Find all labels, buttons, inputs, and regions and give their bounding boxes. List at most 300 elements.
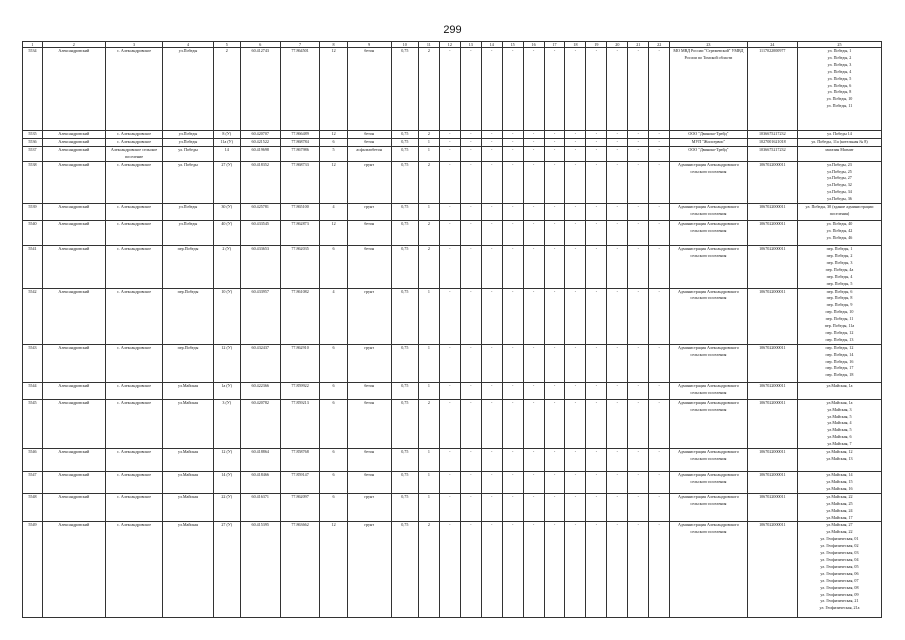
table-cell: 12 xyxy=(320,522,347,618)
table-cell: - xyxy=(460,204,481,221)
table-cell: 77.868733 xyxy=(280,161,320,203)
table-cell: 0,75 xyxy=(391,161,418,203)
table-cell: - xyxy=(586,472,607,494)
table-cell: 6 xyxy=(320,344,347,382)
table-cell: ул.Майская xyxy=(163,493,213,522)
table-cell: 77.865100 xyxy=(280,204,320,221)
column-number: 23 xyxy=(670,42,748,48)
table-cell: 77.866489 xyxy=(280,131,320,139)
column-number: 20 xyxy=(607,42,628,48)
table-cell: - xyxy=(586,288,607,344)
table-cell: 6 xyxy=(320,449,347,472)
table-cell: 14 xyxy=(213,146,240,161)
table-cell: 2 xyxy=(418,522,439,618)
table-cell: 6 xyxy=(320,493,347,522)
table-cell: пер.Победы xyxy=(163,288,213,344)
table-cell: - xyxy=(460,399,481,448)
table-cell: 0,75 xyxy=(391,344,418,382)
table-cell: ул.Победы xyxy=(163,204,213,221)
table-cell: 0,75 xyxy=(391,472,418,494)
table-cell: - xyxy=(607,131,628,139)
table-cell: - xyxy=(586,161,607,203)
table-cell: 1067022000011 xyxy=(747,246,797,288)
table-cell: 1 xyxy=(418,288,439,344)
table-cell: ул.Майская xyxy=(163,382,213,399)
table-cell: - xyxy=(544,48,565,131)
table-cell: грунт xyxy=(347,161,391,203)
table-cell: - xyxy=(565,221,586,246)
table-cell: с. Александровское xyxy=(105,399,163,448)
table-cell: грунт xyxy=(347,204,391,221)
table-cell: бетон xyxy=(347,48,391,131)
table-cell: грунт xyxy=(347,288,391,344)
table-cell: - xyxy=(607,522,628,618)
table-cell: 60.432437 xyxy=(240,344,280,382)
table-cell: - xyxy=(586,221,607,246)
table-cell: - xyxy=(460,382,481,399)
table-cell: ул. Победы, 1 ул. Победы, 2 ул. Победы, 3 ул. Победы, 4 ул. Победы, 5 ул. Победы, 6 ул. Победы, 8 ул. Победы, 10 ул. Победы, 11 xyxy=(797,48,881,131)
table-cell: 60.418466 xyxy=(240,472,280,494)
table-cell: 5535 xyxy=(23,131,43,139)
table-row xyxy=(23,449,882,472)
table-cell: - xyxy=(649,399,670,448)
table-cell: - xyxy=(649,161,670,203)
table-cell: - xyxy=(649,138,670,146)
table-cell: - xyxy=(502,288,523,344)
table-cell: 77.863662 xyxy=(280,522,320,618)
table-cell: - xyxy=(628,131,649,139)
table-cell: 5542 xyxy=(23,288,43,344)
table-cell: - xyxy=(544,246,565,288)
table-cell: - xyxy=(628,138,649,146)
table-cell: 1027001621018 xyxy=(747,138,797,146)
table-cell: 27 (У) xyxy=(213,161,240,203)
table-cell: - xyxy=(607,493,628,522)
table-cell: - xyxy=(460,161,481,203)
table-cell: - xyxy=(502,138,523,146)
table-cell: 1067022000011 xyxy=(747,344,797,382)
table-cell: - xyxy=(607,246,628,288)
table-cell: - xyxy=(523,382,544,399)
table-cell: с. Александровское xyxy=(105,493,163,522)
table-cell: - xyxy=(607,382,628,399)
table-cell: 1067022000011 xyxy=(747,399,797,448)
table-cell: 5534 xyxy=(23,48,43,131)
table-cell: - xyxy=(502,48,523,131)
table-cell: - xyxy=(481,493,502,522)
column-number: 5 xyxy=(213,42,240,48)
table-cell: 6 xyxy=(320,382,347,399)
table-cell: - xyxy=(628,161,649,203)
column-number: 16 xyxy=(523,42,544,48)
table-cell: 0,75 xyxy=(391,146,418,161)
table-cell: ул. Победы xyxy=(163,146,213,161)
table-cell: - xyxy=(439,344,460,382)
table-cell: - xyxy=(439,522,460,618)
table-cell: - xyxy=(544,382,565,399)
table-row xyxy=(23,161,882,203)
table-cell: 27 (У) xyxy=(213,522,240,618)
table-cell: Александровский xyxy=(42,204,105,221)
table-cell: 5546 xyxy=(23,449,43,472)
table-cell: - xyxy=(523,493,544,522)
table-cell: - xyxy=(502,246,523,288)
table-cell: ул.Майская xyxy=(163,472,213,494)
table-cell: - xyxy=(481,522,502,618)
table-cell: - xyxy=(544,221,565,246)
table-cell: - xyxy=(481,131,502,139)
table-cell: - xyxy=(523,161,544,203)
table-cell: Александровский xyxy=(42,522,105,618)
table-cell: - xyxy=(628,344,649,382)
table-cell: - xyxy=(607,48,628,131)
table-cell: - xyxy=(523,48,544,131)
table-cell: - xyxy=(586,449,607,472)
table-cell: ул.Майская xyxy=(163,522,213,618)
table-cell: Администрация Александровского сельского поселения xyxy=(670,161,748,203)
table-cell: - xyxy=(523,344,544,382)
table-cell: - xyxy=(565,522,586,618)
table-cell: 12 (У) xyxy=(213,449,240,472)
table-cell: - xyxy=(649,48,670,131)
table-cell: 60.415395 xyxy=(240,522,280,618)
table-cell: ул. Победы, 30 (здание администрации поселения) xyxy=(797,204,881,221)
table-row xyxy=(23,138,882,146)
table-cell: - xyxy=(523,246,544,288)
table-cell: Администрация Александровского сельского поселения xyxy=(670,288,748,344)
table-cell: - xyxy=(586,493,607,522)
table-cell: Александровский xyxy=(42,146,105,161)
table-cell: Александровский xyxy=(42,221,105,246)
table-cell: ул.Майская xyxy=(163,449,213,472)
table-cell: - xyxy=(544,344,565,382)
table-cell: - xyxy=(523,522,544,618)
table-cell: Александровский xyxy=(42,138,105,146)
table-cell: - xyxy=(565,449,586,472)
table-cell: 2 xyxy=(418,131,439,139)
table-cell: Администрация Александровского сельского поселения xyxy=(670,382,748,399)
table-cell: с. Александровское xyxy=(105,161,163,203)
table-cell: - xyxy=(586,399,607,448)
table-cell: - xyxy=(502,493,523,522)
table-cell: 0,75 xyxy=(391,138,418,146)
table-cell: Администрация Александровского сельского поселения xyxy=(670,399,748,448)
table-cell: 4 xyxy=(320,204,347,221)
table-cell: - xyxy=(565,48,586,131)
table-cell: - xyxy=(460,522,481,618)
table-cell: - xyxy=(460,472,481,494)
table-cell: - xyxy=(544,472,565,494)
table-cell: с. Александровское xyxy=(105,522,163,618)
table-cell: - xyxy=(439,382,460,399)
table-cell: бетон xyxy=(347,221,391,246)
table-cell: 0,75 xyxy=(391,204,418,221)
table-row xyxy=(23,246,882,288)
table-cell: - xyxy=(649,146,670,161)
table-cell: - xyxy=(439,48,460,131)
table-cell: 11а (У) xyxy=(213,138,240,146)
table-cell: 2 (У) xyxy=(213,246,240,288)
table-cell: - xyxy=(502,221,523,246)
table-cell: - xyxy=(544,449,565,472)
table-cell: 77.862873 xyxy=(280,221,320,246)
table-cell: бетон xyxy=(347,472,391,494)
table-cell: - xyxy=(544,146,565,161)
table-cell: - xyxy=(523,204,544,221)
table-cell: - xyxy=(607,288,628,344)
table-cell: - xyxy=(481,399,502,448)
page-number: 299 xyxy=(443,24,462,36)
table-cell: 5544 xyxy=(23,382,43,399)
table-cell: - xyxy=(460,344,481,382)
column-number: 8 xyxy=(320,42,347,48)
table-cell: 0,75 xyxy=(391,449,418,472)
table-cell: - xyxy=(460,246,481,288)
table-cell: - xyxy=(607,449,628,472)
table-cell: ул. Победы, 11а (котельная № 8) xyxy=(797,138,881,146)
table-cell: - xyxy=(586,382,607,399)
table-cell: - xyxy=(544,204,565,221)
table-cell: - xyxy=(649,204,670,221)
table-cell: - xyxy=(649,288,670,344)
column-number: 25 xyxy=(797,42,881,48)
table-cell: - xyxy=(523,399,544,448)
table-cell: 2 xyxy=(418,246,439,288)
table-cell: - xyxy=(607,344,628,382)
table-cell: - xyxy=(607,399,628,448)
table-cell: 1067022000011 xyxy=(747,522,797,618)
table-cell: 1067022000011 xyxy=(747,161,797,203)
table-cell: 3 (У) xyxy=(213,399,240,448)
table-cell: - xyxy=(649,493,670,522)
table-cell: - xyxy=(502,204,523,221)
table-cell: бетон xyxy=(347,382,391,399)
table-row xyxy=(23,472,882,494)
table-cell: 77.862035 xyxy=(280,246,320,288)
table-cell: 60.433545 xyxy=(240,221,280,246)
table-cell: с. Александровское xyxy=(105,246,163,288)
table-cell: - xyxy=(460,131,481,139)
table-cell: - xyxy=(565,161,586,203)
column-number: 1 xyxy=(23,42,43,48)
table-cell: - xyxy=(586,138,607,146)
table-cell: 0,75 xyxy=(391,131,418,139)
table-cell: 1067022000011 xyxy=(747,472,797,494)
column-number: 22 xyxy=(649,42,670,48)
table-cell: - xyxy=(502,382,523,399)
table-cell: 0,75 xyxy=(391,221,418,246)
table-cell: ул.Майская, 14 ул.Майская, 15 ул.Майская, 16 xyxy=(797,472,881,494)
table-cell: пер.Победы xyxy=(163,246,213,288)
table-cell: - xyxy=(439,161,460,203)
table-cell: Александровский xyxy=(42,246,105,288)
table-cell: 0,75 xyxy=(391,288,418,344)
table-cell: - xyxy=(628,146,649,161)
table-cell: - xyxy=(586,344,607,382)
table-cell: грунт xyxy=(347,493,391,522)
table-cell: ул.Майская, 27 ул.Майская, 22 ул. Геофизическая, 01 ул. Геофизическая, 02 ул. Геофизическая, 03 ул. Геофизическая, 04 ул. Геофизическая, 05 ул. Геофизическая, 06 ул. Геофизическая, 07 ул. Геофизическая, 08 ул. Геофизическая, 09 ул. Геофизическая, 21 ул. Геофизическая, 21а xyxy=(797,522,881,618)
table-cell: 60.425781 xyxy=(240,204,280,221)
table-cell: бетон xyxy=(347,246,391,288)
table-cell: с. Александровское xyxy=(105,382,163,399)
table-cell: ул. Победы, 40 ул. Победы, 42 ул. Победы, 46 xyxy=(797,221,881,246)
table-cell: - xyxy=(481,472,502,494)
table-cell: 77.859922 xyxy=(280,382,320,399)
table-cell: с. Александровское xyxy=(105,221,163,246)
table-cell: с. Александровское xyxy=(105,48,163,131)
table-cell: - xyxy=(649,522,670,618)
table-cell: ул.Майская, 12 ул.Майская, 13 xyxy=(797,449,881,472)
table-cell: - xyxy=(502,472,523,494)
table-cell: 0,75 xyxy=(391,493,418,522)
table-cell: - xyxy=(439,138,460,146)
table-cell: ул.Победы xyxy=(163,131,213,139)
table-cell: - xyxy=(628,522,649,618)
table-cell: - xyxy=(523,131,544,139)
table-cell: - xyxy=(565,246,586,288)
table-cell: 2 xyxy=(418,48,439,131)
table-cell: МУП "Жилсервис" xyxy=(670,138,748,146)
table-cell: Александровский xyxy=(42,131,105,139)
table-cell: с. Александровское xyxy=(105,204,163,221)
column-number: 24 xyxy=(747,42,797,48)
table-cell: - xyxy=(607,146,628,161)
table-cell: - xyxy=(649,221,670,246)
column-number: 9 xyxy=(347,42,391,48)
table-cell: 1 xyxy=(418,493,439,522)
table-cell: - xyxy=(628,246,649,288)
table-cell: 77.867986 xyxy=(280,146,320,161)
table-cell: 8 (У) xyxy=(213,131,240,139)
table-cell: 5548 xyxy=(23,493,43,522)
column-number: 15 xyxy=(502,42,523,48)
table-cell: - xyxy=(523,472,544,494)
column-number: 12 xyxy=(439,42,460,48)
table-cell: - xyxy=(481,221,502,246)
table-cell: с. Александровское xyxy=(105,344,163,382)
column-number: 6 xyxy=(240,42,280,48)
table-cell: - xyxy=(628,493,649,522)
table-cell: 14 (У) xyxy=(213,472,240,494)
table-cell: 40 (У) xyxy=(213,221,240,246)
table-cell: ул.Победы xyxy=(163,48,213,131)
table-cell: - xyxy=(481,382,502,399)
table-cell: - xyxy=(565,131,586,139)
table-cell: - xyxy=(502,522,523,618)
table-cell: - xyxy=(460,221,481,246)
table-cell: Администрация Александровского сельского поселения xyxy=(670,204,748,221)
table-row xyxy=(23,493,882,522)
table-cell: 77.858768 xyxy=(280,449,320,472)
table-cell: 30 (У) xyxy=(213,204,240,221)
table-cell: - xyxy=(439,493,460,522)
column-number: 3 xyxy=(105,42,163,48)
table-cell: грунт xyxy=(347,522,391,618)
table-cell: 22 (У) xyxy=(213,493,240,522)
table-cell: - xyxy=(565,204,586,221)
table-cell: Администрация Александровского сельского поселения xyxy=(670,246,748,288)
table-cell: - xyxy=(628,472,649,494)
table-cell: 12 xyxy=(320,48,347,131)
column-number: 21 xyxy=(628,42,649,48)
table-cell: 0,75 xyxy=(391,399,418,448)
table-cell: - xyxy=(439,246,460,288)
table-cell: Администрация Александровского сельского поселения xyxy=(670,493,748,522)
table-cell: - xyxy=(439,204,460,221)
table-cell: 60.422366 xyxy=(240,382,280,399)
table-cell: - xyxy=(586,131,607,139)
table-cell: пер. Победы, 1 пер. Победы, 2 пер. Победы, 3 пер. Победы, 4а пер. Победы, 4 пер. Победы, 5 xyxy=(797,246,881,288)
table-cell: с. Александровское xyxy=(105,138,163,146)
column-number: 4 xyxy=(163,42,213,48)
table-cell: Администрация Александровского сельского поселения xyxy=(670,472,748,494)
table-cell: - xyxy=(649,344,670,382)
table-cell: 12 (У) xyxy=(213,344,240,382)
table-cell: - xyxy=(523,221,544,246)
table-cell: 1036675217232 xyxy=(747,146,797,161)
table-cell: - xyxy=(544,399,565,448)
table-cell: с. Александровское xyxy=(105,288,163,344)
table-row xyxy=(23,288,882,344)
table-cell: 77.862910 xyxy=(280,344,320,382)
table-cell: - xyxy=(586,522,607,618)
table-cell: ООО "Двиноко-Трейд" xyxy=(670,146,748,161)
table-cell: ул.Победы, 23 ул.Победы, 25 ул.Победы, 27 ул.Победы, 32 ул.Победы, 34 ул.Победы, 36 xyxy=(797,161,881,203)
table-cell: - xyxy=(544,161,565,203)
table-cell: Александровский xyxy=(42,472,105,494)
table-cell: 12 xyxy=(320,161,347,203)
table-cell: 1067022000011 xyxy=(747,449,797,472)
table-cell: бетон xyxy=(347,138,391,146)
table-cell: - xyxy=(565,472,586,494)
table-cell: - xyxy=(502,146,523,161)
column-number: 10 xyxy=(391,42,418,48)
table-row xyxy=(23,131,882,139)
table-cell: 1067022000011 xyxy=(747,288,797,344)
column-number: 18 xyxy=(565,42,586,48)
table-cell: 5538 xyxy=(23,161,43,203)
table-cell: - xyxy=(481,288,502,344)
column-number: 11 xyxy=(418,42,439,48)
table-cell: 0,75 xyxy=(391,246,418,288)
table-cell: - xyxy=(565,382,586,399)
table-cell: 77.859213 xyxy=(280,399,320,448)
table-cell: 1117022000977 xyxy=(747,48,797,131)
table-cell: Администрация Александровского сельского поселения xyxy=(670,344,748,382)
column-number: 2 xyxy=(42,42,105,48)
table-cell: 60.433957 xyxy=(240,288,280,344)
table-cell: 5549 xyxy=(23,522,43,618)
table-cell: бетон xyxy=(347,131,391,139)
table-cell: - xyxy=(544,131,565,139)
table-cell: 1 xyxy=(418,138,439,146)
table-cell: - xyxy=(607,204,628,221)
table-cell: 1067022000011 xyxy=(747,204,797,221)
table-cell: 60.416371 xyxy=(240,493,280,522)
table-cell: 5540 xyxy=(23,221,43,246)
table-cell: 77.859147 xyxy=(280,472,320,494)
table-cell: - xyxy=(502,161,523,203)
table-cell: - xyxy=(628,399,649,448)
table-cell: ул.Победы xyxy=(163,138,213,146)
table-cell: 60.420782 xyxy=(240,399,280,448)
table-row xyxy=(23,344,882,382)
table-cell: - xyxy=(523,146,544,161)
table-cell: - xyxy=(628,204,649,221)
table-cell: 60.420707 xyxy=(240,131,280,139)
table-cell: 60.419698 xyxy=(240,146,280,161)
table-cell: - xyxy=(544,493,565,522)
